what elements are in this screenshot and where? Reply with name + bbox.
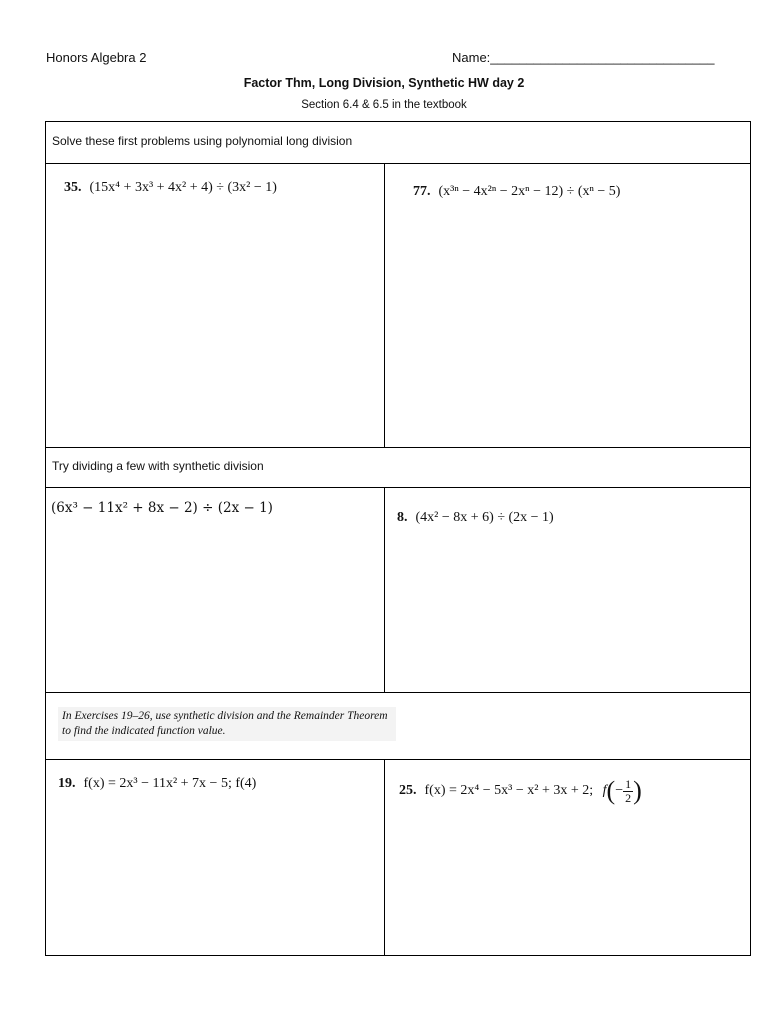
long-division-instruction: Solve these first problems using polynomial long division xyxy=(52,134,353,148)
problem-expression: (x³ⁿ − 4x²ⁿ − 2xⁿ − 12) ÷ (xⁿ − 5) xyxy=(438,184,621,199)
close-paren: ) xyxy=(633,776,642,805)
remainder-instruction: In Exercises 19–26, use synthetic division and the Remainder Theorem to find the indicated function value. xyxy=(58,707,396,741)
synthetic-problems-row xyxy=(46,487,750,692)
problem-25-cell[interactable] xyxy=(385,760,750,955)
problem-77 xyxy=(413,184,620,200)
page-subtitle: Section 6.4 & 6.5 in the textbook xyxy=(301,99,467,111)
remainder-problems-row xyxy=(46,759,750,955)
problem-19-cell[interactable] xyxy=(46,760,385,955)
synthetic-instruction: Try dividing a few with synthetic division xyxy=(52,459,264,473)
synthetic-instruction-row xyxy=(46,447,750,487)
problem-19 xyxy=(58,776,256,792)
problem-expression: f(x) = 2x³ − 11x² + 7x − 5; f(4) xyxy=(83,776,257,791)
problem-expression: (6x³ − 11x² + 8x − 2) ÷ (2x − 1) xyxy=(51,500,273,516)
problem-expression: (15x⁴ + 3x³ + 4x² + 4) ÷ (3x² − 1) xyxy=(89,180,277,195)
worksheet-grid xyxy=(45,121,751,956)
problem-8 xyxy=(397,510,554,526)
problem-expression: f(x) = 2x⁴ − 5x³ − x² + 3x + 2; xyxy=(424,783,594,799)
fraction xyxy=(623,778,633,805)
course-name: Honors Algebra 2 xyxy=(46,50,147,65)
problem-77-cell[interactable] xyxy=(385,164,750,447)
fraction-denominator: 2 xyxy=(625,790,632,805)
problem-number: 35. xyxy=(64,180,82,195)
name-field-label: Name:_______________________________ xyxy=(452,50,715,65)
open-paren: ( xyxy=(606,776,616,805)
problem-35 xyxy=(64,180,277,196)
problem-expression: (4x² − 8x + 6) ÷ (2x − 1) xyxy=(415,510,554,525)
negative-sign: − xyxy=(615,783,624,799)
problem-25 xyxy=(399,776,642,806)
page-title: Factor Thm, Long Division, Synthetic HW day 2 xyxy=(243,76,525,90)
problem-8-cell[interactable] xyxy=(385,488,750,692)
remainder-instruction-row xyxy=(46,692,750,759)
problem-unnumbered xyxy=(51,500,273,516)
problem-unnumbered-cell[interactable] xyxy=(46,488,385,692)
problem-35-cell[interactable] xyxy=(46,164,385,447)
problem-number: 25. xyxy=(399,783,417,799)
problem-number: 8. xyxy=(397,510,408,525)
long-division-problems-row xyxy=(46,163,750,447)
fraction-numerator: 1 xyxy=(625,776,632,791)
long-division-instruction-row xyxy=(46,122,750,163)
function-name: f xyxy=(602,783,607,799)
problem-number: 77. xyxy=(413,184,431,199)
problem-number: 19. xyxy=(58,776,76,791)
